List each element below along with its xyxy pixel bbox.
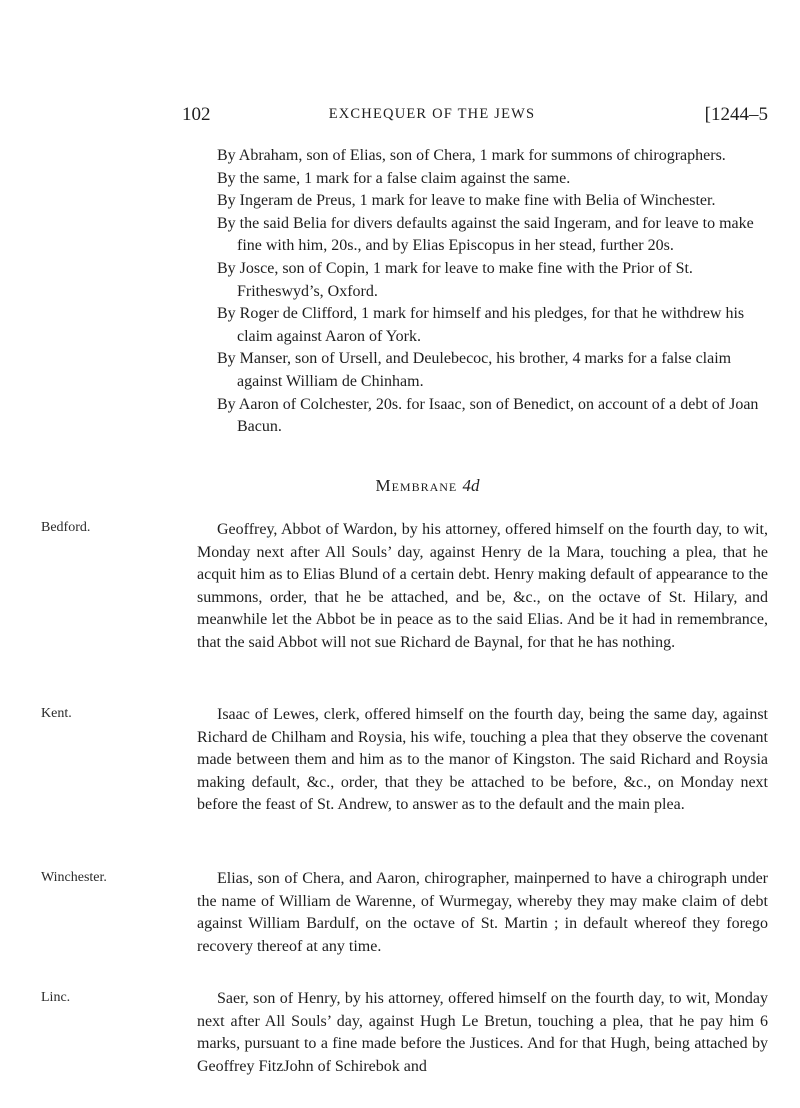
membrane-heading bbox=[0, 476, 800, 496]
paragraph-linc: Saer, son of Henry, by his attorney, offered himself on the fourth day, to wit, Monday next after All Souls’ day, against Hugh Le Bretun, touching a plea, that he pay him 6 marks, pursuant to a fine made before the Justices. And for that Hugh, being attached by Geoffrey FitzJohn of Schirebok and bbox=[197, 990, 768, 1075]
margin-label-kent: Kent. bbox=[41, 706, 72, 721]
entry-abraham: By Abraham, son of Elias, son of Chera, 1 mark for summons of chirographers. bbox=[217, 147, 726, 164]
date-range: [1244–5 bbox=[704, 104, 768, 125]
page-number: 102 bbox=[182, 104, 211, 125]
entry-josce: By Josce, son of Copin, 1 mark for leave to make fine with the Prior of St. Fritheswyd’s, Oxford. bbox=[217, 259, 693, 300]
running-header bbox=[182, 104, 768, 128]
membrane-number: 4d bbox=[462, 476, 480, 495]
paragraph-kent: Isaac of Lewes, clerk, offered himself on the fourth day, being the same day, against Richard de Chilham and Roysia, his wife, touching a plea that they observe the covenant made between them and him as to the manor of Kingston. The said Richard and Roysia making default, &c., order, that they be attached to be before, &c., on Monday next before the feast of St. Andrew, to answer as to the default and the main plea. bbox=[197, 706, 768, 813]
entry-ingeram: By Ingeram de Preus, 1 mark for leave to make fine with Belia of Winchester. bbox=[217, 192, 716, 210]
entry-roger: By Roger de Clifford, 1 mark for himself and his pledges, for that he withdrew his claim against Aaron of York. bbox=[217, 305, 745, 345]
entry-belia: By the said Belia for divers defaults against the said Ingeram, and for leave to make fine with him, 20s., and by Elias Episcopus in her stead, further 20s. bbox=[217, 214, 754, 255]
membrane-label: Membrane bbox=[375, 476, 458, 495]
entry-same: By the same, 1 mark for a false claim against the same. bbox=[217, 169, 571, 187]
paragraph-winchester: Elias, son of Chera, and Aaron, chirographer, mainperned to have a chirograph under the name of William de Warenne, of Wurmegay, whereby they may make claim of debt against William Bardulf, on the octave of St. Martin ; in default whereof they forego recovery thereof at any time. bbox=[197, 870, 768, 955]
margin-label-winchester: Winchester. bbox=[41, 870, 107, 885]
margin-label-bedford: Bedford. bbox=[41, 520, 91, 535]
entry-manser: By Manser, son of Ursell, and Deulebecoc, his brother, 4 marks for a false claim against William de Chinham. bbox=[217, 350, 732, 390]
running-title: EXCHEQUER OF THE JEWS bbox=[328, 106, 536, 122]
margin-label-linc: Linc. bbox=[41, 990, 71, 1005]
receipt-entries bbox=[0, 145, 800, 439]
entry-aaron: By Aaron of Colchester, 20s. for Isaac, son of Benedict, on account of a debt of Joan Bacun. bbox=[217, 395, 759, 436]
paragraph-bedford: Geoffrey, Abbot of Wardon, by his attorney, offered himself on the fourth day, to wit, Monday next after All Souls’ day, against Henry de la Mara, touching a plea, that he acquit him as to Elias Blund of a certain debt. Henry making default of appearance to the summons, order, that he be attached, and be, &c., on the octave of St. Hilary, and meanwhile let the Abbot be in peace as to the said Elias. And be it had in remembrance, that the said Abbot will not sue Richard de Baynal, for that he has nothing. bbox=[197, 521, 768, 651]
